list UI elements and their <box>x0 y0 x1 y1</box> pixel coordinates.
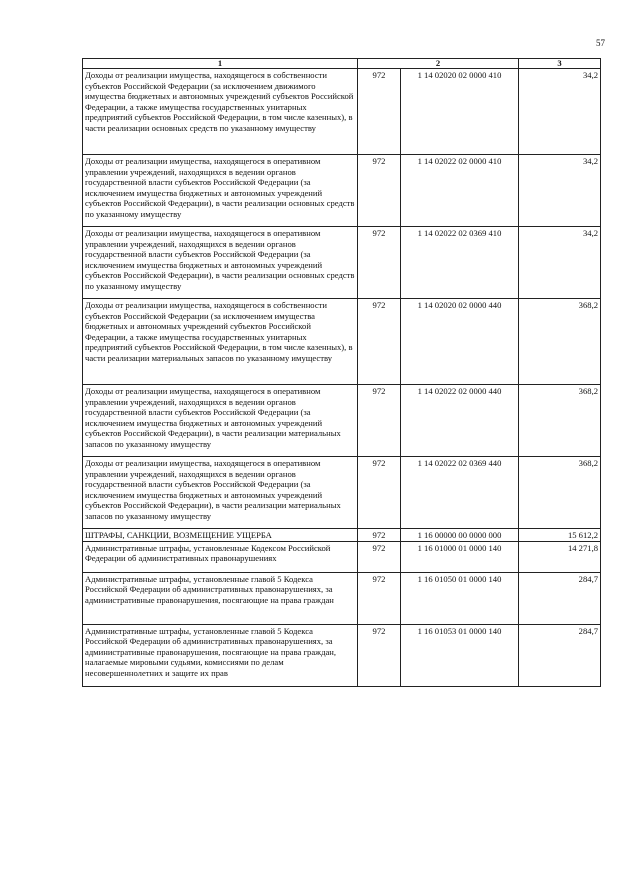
table-row <box>83 299 601 385</box>
admin-code: 972 <box>358 541 401 572</box>
revenue-name: Административные штрафы, установленные главой 5 Кодекса Российской Федерации об административных правонарушениях, за административные правонарушения, посягающие на права граждан <box>83 572 358 624</box>
header-row <box>83 59 601 69</box>
budget-code: 1 16 01053 01 0000 140 <box>401 624 519 686</box>
table-row <box>83 624 601 686</box>
header-col-3: 3 <box>519 59 601 69</box>
amount: 284,7 <box>519 624 601 686</box>
admin-code: 972 <box>358 529 401 542</box>
table-row <box>83 572 601 624</box>
amount: 34,2 <box>519 155 601 227</box>
admin-code: 972 <box>358 457 401 529</box>
amount: 368,2 <box>519 385 601 457</box>
revenue-name: Доходы от реализации имущества, находящегося в оперативном управлении учреждений, находящихся в ведении органов государственной власти субъектов Российской Федерации (за исключением имущества бюджетных и автономных учреждений субъектов Российской Федерации), в части реализации материальных запасов по указанному имуществу <box>83 457 358 529</box>
revenue-name: Доходы от реализации имущества, находящегося в оперативном управлении учреждений, находящихся в ведении органов государственной власти субъектов Российской Федерации (за исключением имущества бюджетных и автономных учреждений субъектов Российской Федерации), в части реализации материальных запасов по указанному имуществу <box>83 385 358 457</box>
table-row <box>83 155 601 227</box>
table-row <box>83 227 601 299</box>
table-row <box>83 385 601 457</box>
revenue-table <box>82 58 601 687</box>
amount: 15 612,2 <box>519 529 601 542</box>
revenue-name: Доходы от реализации имущества, находящегося в оперативном управлении учреждений, находящихся в ведении органов государственной власти субъектов Российской Федерации (за исключением имущества бюджетных и автономных учреждений субъектов Российской Федерации), в части реализации основных средств по указанному имуществу <box>83 227 358 299</box>
budget-code: 1 14 02020 02 0000 410 <box>401 69 519 155</box>
admin-code: 972 <box>358 572 401 624</box>
budget-code: 1 16 01000 01 0000 140 <box>401 541 519 572</box>
header-col-1: 1 <box>83 59 358 69</box>
table-row <box>83 541 601 572</box>
page-number: 57 <box>596 38 605 48</box>
table-row <box>83 529 601 542</box>
amount: 368,2 <box>519 457 601 529</box>
revenue-name: Административные штрафы, установленные главой 5 Кодекса Российской Федерации об административных правонарушениях, за административные правонарушения, посягающие на права граждан, налагаемые мировыми судьями, комиссиями по делам несовершеннолетних и защите их прав <box>83 624 358 686</box>
revenue-name: Доходы от реализации имущества, находящегося в оперативном управлении учреждений, находящихся в ведении органов государственной власти субъектов Российской Федерации (за исключением имущества бюджетных и автономных учреждений субъектов Российской Федерации), в части реализации основных средств по указанному имуществу <box>83 155 358 227</box>
admin-code: 972 <box>358 624 401 686</box>
budget-code: 1 14 02022 02 0369 440 <box>401 457 519 529</box>
admin-code: 972 <box>358 385 401 457</box>
budget-code: 1 14 02020 02 0000 440 <box>401 299 519 385</box>
revenue-name: ШТРАФЫ, САНКЦИИ, ВОЗМЕЩЕНИЕ УЩЕРБА <box>83 529 358 542</box>
admin-code: 972 <box>358 299 401 385</box>
budget-code: 1 14 02022 02 0000 440 <box>401 385 519 457</box>
admin-code: 972 <box>358 155 401 227</box>
admin-code: 972 <box>358 227 401 299</box>
amount: 368,2 <box>519 299 601 385</box>
budget-code: 1 14 02022 02 0369 410 <box>401 227 519 299</box>
budget-code: 1 16 01050 01 0000 140 <box>401 572 519 624</box>
header-col-2: 2 <box>358 59 519 69</box>
admin-code: 972 <box>358 69 401 155</box>
budget-code: 1 16 00000 00 0000 000 <box>401 529 519 542</box>
amount: 14 271,8 <box>519 541 601 572</box>
table-row <box>83 69 601 155</box>
revenue-name: Доходы от реализации имущества, находящегося в собственности субъектов Российской Федерации (за исключением движимого имущества бюджетных и автономных учреждений субъектов Российской Федерации, а также имущества государственных унитарных предприятий субъектов Российской Федерации, в том числе казенных), в части реализации основных средств по указанному имуществу <box>83 69 358 155</box>
revenue-name: Доходы от реализации имущества, находящегося в собственности субъектов Российской Федерации (за исключением имущества бюджетных и автономных учреждений субъектов Российской Федерации, а также имущества государственных унитарных предприятий субъектов Российской Федерации, в том числе казенных), в части реализации материальных запасов по указанному имуществу <box>83 299 358 385</box>
amount: 34,2 <box>519 227 601 299</box>
amount: 34,2 <box>519 69 601 155</box>
revenue-name: Административные штрафы, установленные Кодексом Российской Федерации об административных правонарушениях <box>83 541 358 572</box>
table-row <box>83 457 601 529</box>
budget-code: 1 14 02022 02 0000 410 <box>401 155 519 227</box>
amount: 284,7 <box>519 572 601 624</box>
